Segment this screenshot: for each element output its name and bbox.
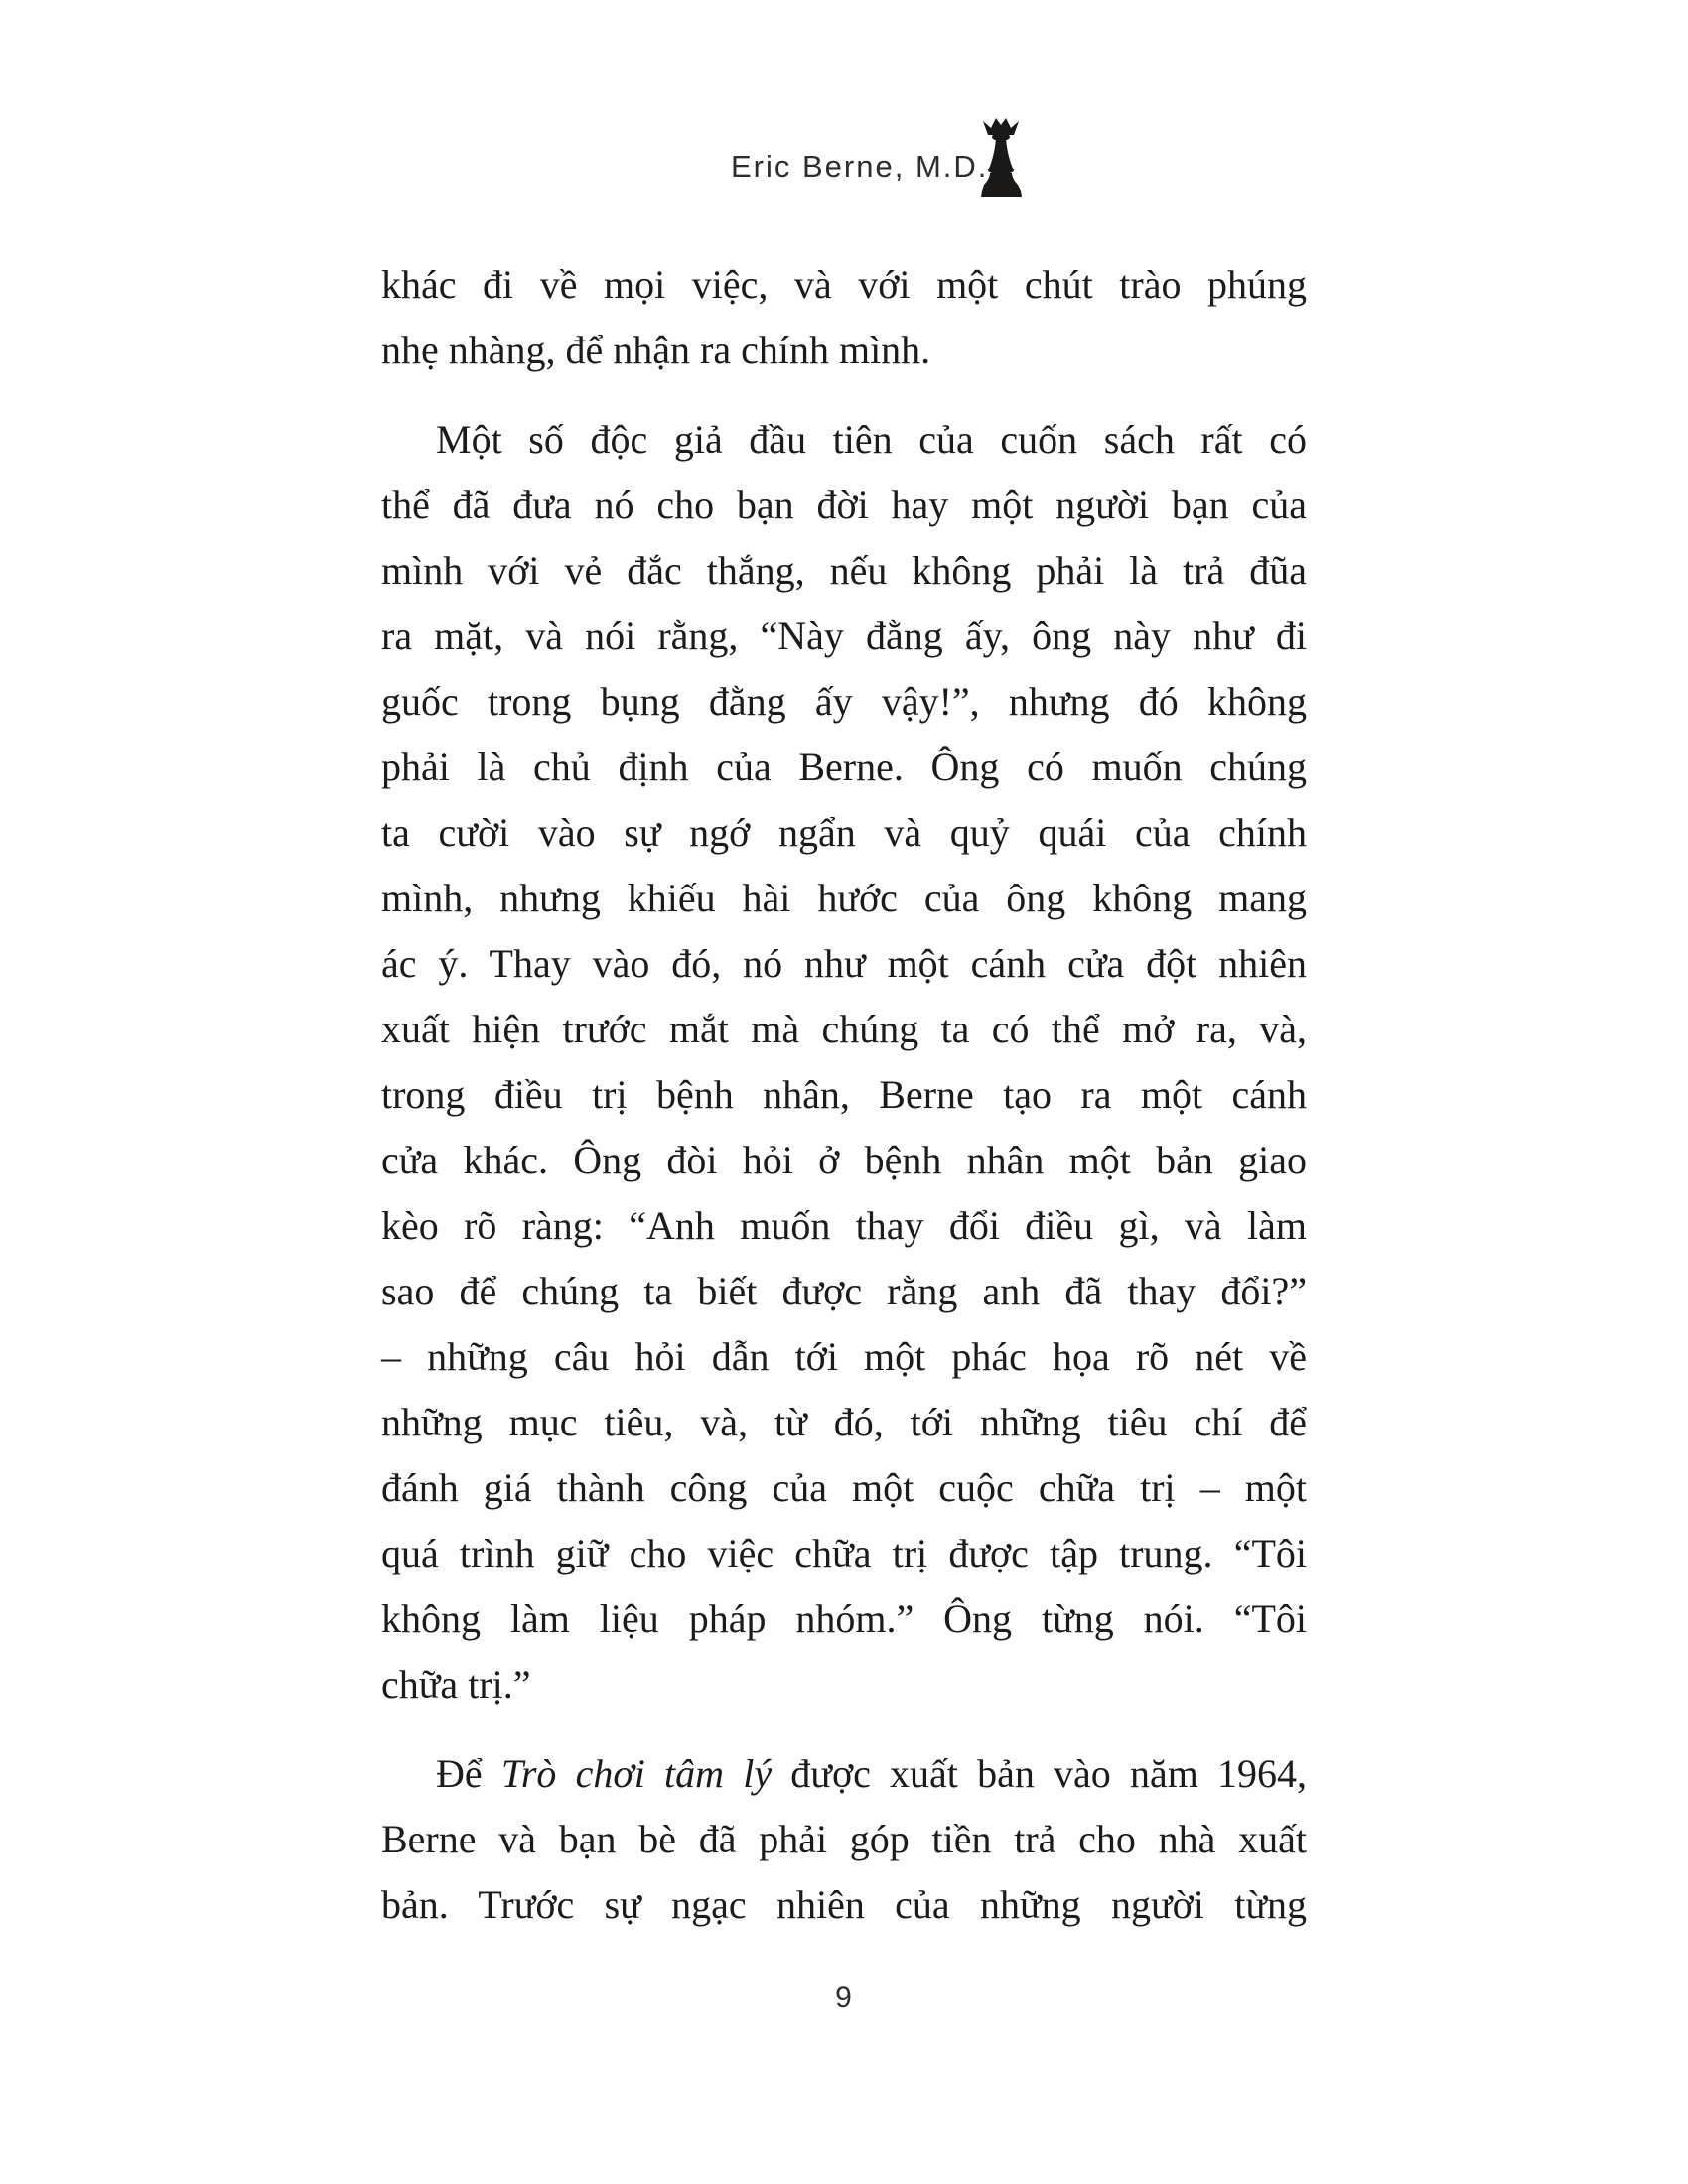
text-line	[381, 669, 1307, 735]
text-segment: chữa trị.”	[381, 1662, 531, 1706]
text-segment: thể đã đưa nó cho bạn đời hay một người bạn của	[381, 482, 1307, 527]
header-author: Eric Berne, M.D.	[731, 149, 989, 184]
text-segment: xuất hiện trước mắt mà chúng ta có thể mở ra, và,	[381, 1007, 1307, 1051]
text-line	[381, 997, 1307, 1062]
text-segment: ta cười vào sự ngớ ngẩn và quỷ quái của chính	[381, 810, 1307, 855]
text-line	[381, 1259, 1307, 1324]
text-segment: những mục tiêu, và, từ đó, tới những tiêu chí để	[381, 1400, 1307, 1444]
body-text	[381, 252, 1307, 1938]
text-segment: mình với vẻ đắc thắng, nếu không phải là trả đũa	[381, 548, 1307, 593]
text-segment: trong điều trị bệnh nhân, Berne tạo ra một cánh	[381, 1072, 1307, 1117]
text-segment: khác đi về mọi việc, và với một chút trào phúng	[381, 262, 1307, 307]
page-number: 9	[835, 1981, 853, 2014]
text-line	[381, 1390, 1307, 1455]
text-segment: nhẹ nhàng, để nhận ra chính mình.	[381, 328, 931, 372]
text-line	[381, 1807, 1307, 1872]
text-line	[381, 1324, 1307, 1390]
text-segment: Berne và bạn bè đã phải góp tiền trả cho nhà xuất	[381, 1817, 1307, 1861]
text-line	[381, 931, 1307, 997]
text-segment: đánh giá thành công của một cuộc chữa trị – một	[381, 1465, 1307, 1510]
text-line	[381, 735, 1307, 800]
text-segment: Một số độc giả đầu tiên của cuốn sách rất có	[436, 417, 1307, 462]
text-segment: phải là chủ định của Berne. Ông có muốn chúng	[381, 745, 1307, 789]
text-line	[381, 1521, 1307, 1586]
text-line	[381, 1128, 1307, 1193]
text-line	[381, 407, 1307, 473]
text-segment: không làm liệu pháp nhóm.” Ông từng nói. “Tôi	[381, 1596, 1307, 1641]
text-segment: bản. Trước sự ngạc nhiên của những người từng	[381, 1882, 1307, 1927]
text-line	[381, 800, 1307, 866]
text-segment: cửa khác. Ông đòi hỏi ở bệnh nhân một bản giao	[381, 1138, 1307, 1182]
text-segment: được xuất bản vào năm 1964,	[772, 1751, 1308, 1796]
text-line	[381, 252, 1307, 318]
text-line	[381, 1455, 1307, 1521]
text-line	[381, 1652, 1307, 1717]
book-title-italic: Trò chơi tâm lý	[500, 1751, 773, 1796]
chess-queen-icon	[979, 115, 1023, 199]
text-segment: quá trình giữ cho việc chữa trị được tập trung. “Tôi	[381, 1531, 1307, 1575]
text-line	[381, 318, 1307, 383]
text-segment: guốc trong bụng đằng ấy vậy!”, nhưng đó không	[381, 679, 1307, 724]
text-segment: kèo rõ ràng: “Anh muốn thay đổi điều gì, và làm	[381, 1203, 1307, 1248]
text-line	[381, 1586, 1307, 1652]
text-segment: sao để chúng ta biết được rằng anh đã thay đổi?”	[381, 1269, 1307, 1313]
text-line	[381, 473, 1307, 538]
text-line	[381, 604, 1307, 669]
text-line	[381, 1062, 1307, 1128]
text-segment: ra mặt, và nói rằng, “Này đằng ấy, ông này như đi	[381, 614, 1307, 658]
text-line	[381, 1193, 1307, 1259]
text-line	[381, 1872, 1307, 1938]
text-line	[381, 538, 1307, 604]
text-segment: ác ý. Thay vào đó, nó như một cánh cửa đột nhiên	[381, 941, 1307, 986]
text-segment: Để	[436, 1751, 501, 1796]
text-segment: – những câu hỏi dẫn tới một phác họa rõ nét về	[381, 1334, 1307, 1379]
text-line	[381, 1741, 1307, 1807]
text-segment: mình, nhưng khiếu hài hước của ông không mang	[381, 876, 1307, 920]
text-line	[381, 866, 1307, 931]
